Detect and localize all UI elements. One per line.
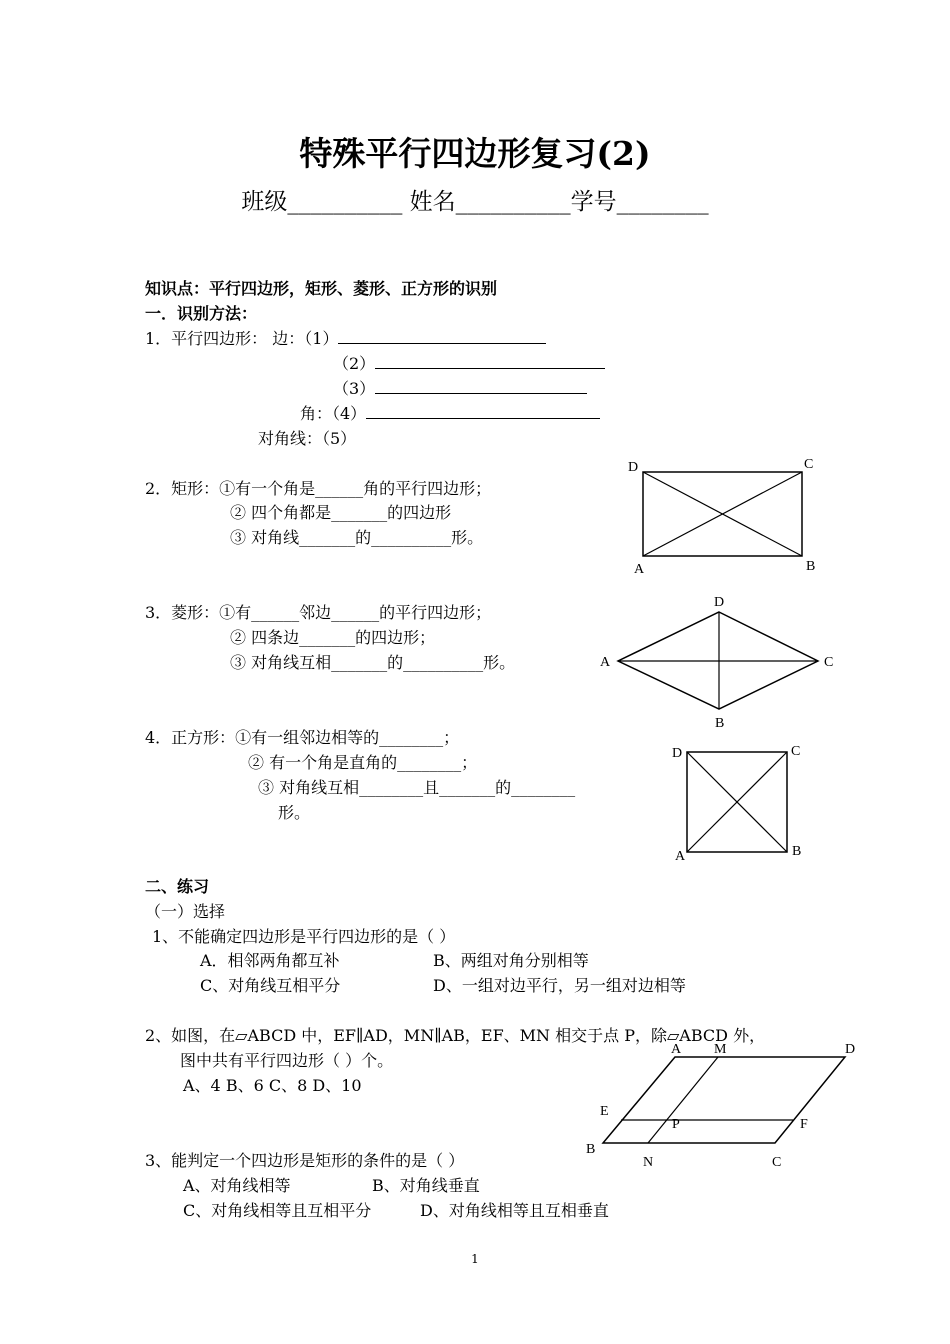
q2-stem-line1: 2、如图，在▱ABCD 中，EF∥AD，MN∥AB，EF、MN 相交于点 P，除▱ABCD 外， — [145, 1026, 766, 1045]
page-title: 特殊平行四边形复习(2) — [299, 134, 651, 173]
page-number: 1 — [471, 1252, 479, 1266]
parallelogram-side-1-label: 1．平行四边形： 边：（1） — [145, 329, 339, 348]
parallelogram-angle-4-label: 角：（4） — [300, 404, 367, 423]
section1-heading: 一．识别方法： — [145, 304, 258, 323]
rectangle-label-a: A — [634, 562, 645, 577]
q2-options: A、4 B、6 C、8 D、10 — [183, 1076, 362, 1095]
q3-option-a: A、对角线相等 — [183, 1176, 291, 1195]
rhombus-rule-2: ② 四条边_______的四边形； — [230, 628, 436, 647]
q1-stem: 1、不能确定四边形是平行四边形的是（ ） — [152, 927, 456, 946]
square-rule-1: 4．正方形：①有一组邻边相等的________； — [145, 728, 460, 747]
q2-label-m: M — [714, 1042, 727, 1057]
rectangle-rule-3: ③ 对角线_______的__________形。 — [230, 528, 484, 547]
square-label-b: B — [792, 844, 802, 859]
q2-label-b: B — [586, 1142, 596, 1157]
q3-option-b: B、对角线垂直 — [372, 1176, 480, 1195]
q2-label-f: F — [800, 1117, 808, 1132]
q2-label-a: A — [671, 1042, 682, 1057]
subsection-choice: （一）选择 — [145, 902, 226, 921]
q2-label-e: E — [600, 1104, 609, 1119]
rhombus-rule-3: ③ 对角线互相_______的__________形。 — [230, 653, 516, 672]
parallelogram-side-3-label: （3） — [333, 379, 376, 398]
knowledge-heading: 知识点：平行四边形，矩形、菱形、正方形的识别 — [145, 279, 498, 298]
rhombus-rule-1: 3．菱形：①有______邻边______的平行四边形； — [145, 603, 492, 622]
q2-outline-abcd — [603, 1057, 845, 1143]
parallelogram-diagonal-5: 对角线：（5） — [258, 429, 357, 448]
square-rule-2: ② 有一个角是直角的________； — [248, 753, 478, 772]
q3-option-d: D、对角线相等且互相垂直 — [420, 1201, 609, 1220]
rhombus-label-b: B — [715, 716, 725, 731]
rectangle-label-b: B — [806, 559, 816, 574]
q1-option-c: C、对角线互相平分 — [200, 976, 341, 995]
q3-stem: 3、能判定一个四边形是矩形的条件的是（ ） — [145, 1151, 465, 1170]
rectangle-label-c: C — [804, 457, 814, 472]
rhombus-label-c: C — [824, 655, 834, 670]
rectangle-rule-2: ② 四个角都是_______的四边形 — [230, 503, 452, 522]
rhombus-label-a: A — [600, 655, 611, 670]
q2-segment-mn — [648, 1057, 718, 1143]
q1-option-a: A．相邻两角都互补 — [200, 951, 340, 970]
q2-label-n: N — [643, 1155, 654, 1170]
rhombus-label-d: D — [714, 595, 725, 610]
square-label-d: D — [672, 746, 683, 761]
q3-option-c: C、对角线相等且互相平分 — [183, 1201, 372, 1220]
q2-label-c: C — [772, 1155, 782, 1170]
parallelogram-side-2-label: （2） — [333, 354, 376, 373]
rectangle-rule-1: 2．矩形：①有一个角是______角的平行四边形； — [145, 479, 492, 498]
square-rule-3-cont: 形。 — [278, 803, 311, 822]
q2-label-d: D — [845, 1042, 856, 1057]
q2-stem-line2: 图中共有平行四边形（ ）个。 — [180, 1051, 394, 1070]
q1-option-d: D、一组对边平行，另一组对边相等 — [433, 976, 686, 995]
rectangle-label-d: D — [628, 460, 639, 475]
section2-heading: 二、练习 — [145, 877, 210, 896]
q2-label-p: P — [672, 1117, 680, 1132]
square-label-c: C — [791, 744, 801, 759]
square-rule-3: ③ 对角线互相________且_______的________ — [258, 778, 576, 797]
square-label-a: A — [675, 849, 686, 864]
q1-option-b: B、两组对角分别相等 — [433, 951, 589, 970]
student-info-line: 班级__________ 姓名__________学号________ — [241, 189, 709, 215]
